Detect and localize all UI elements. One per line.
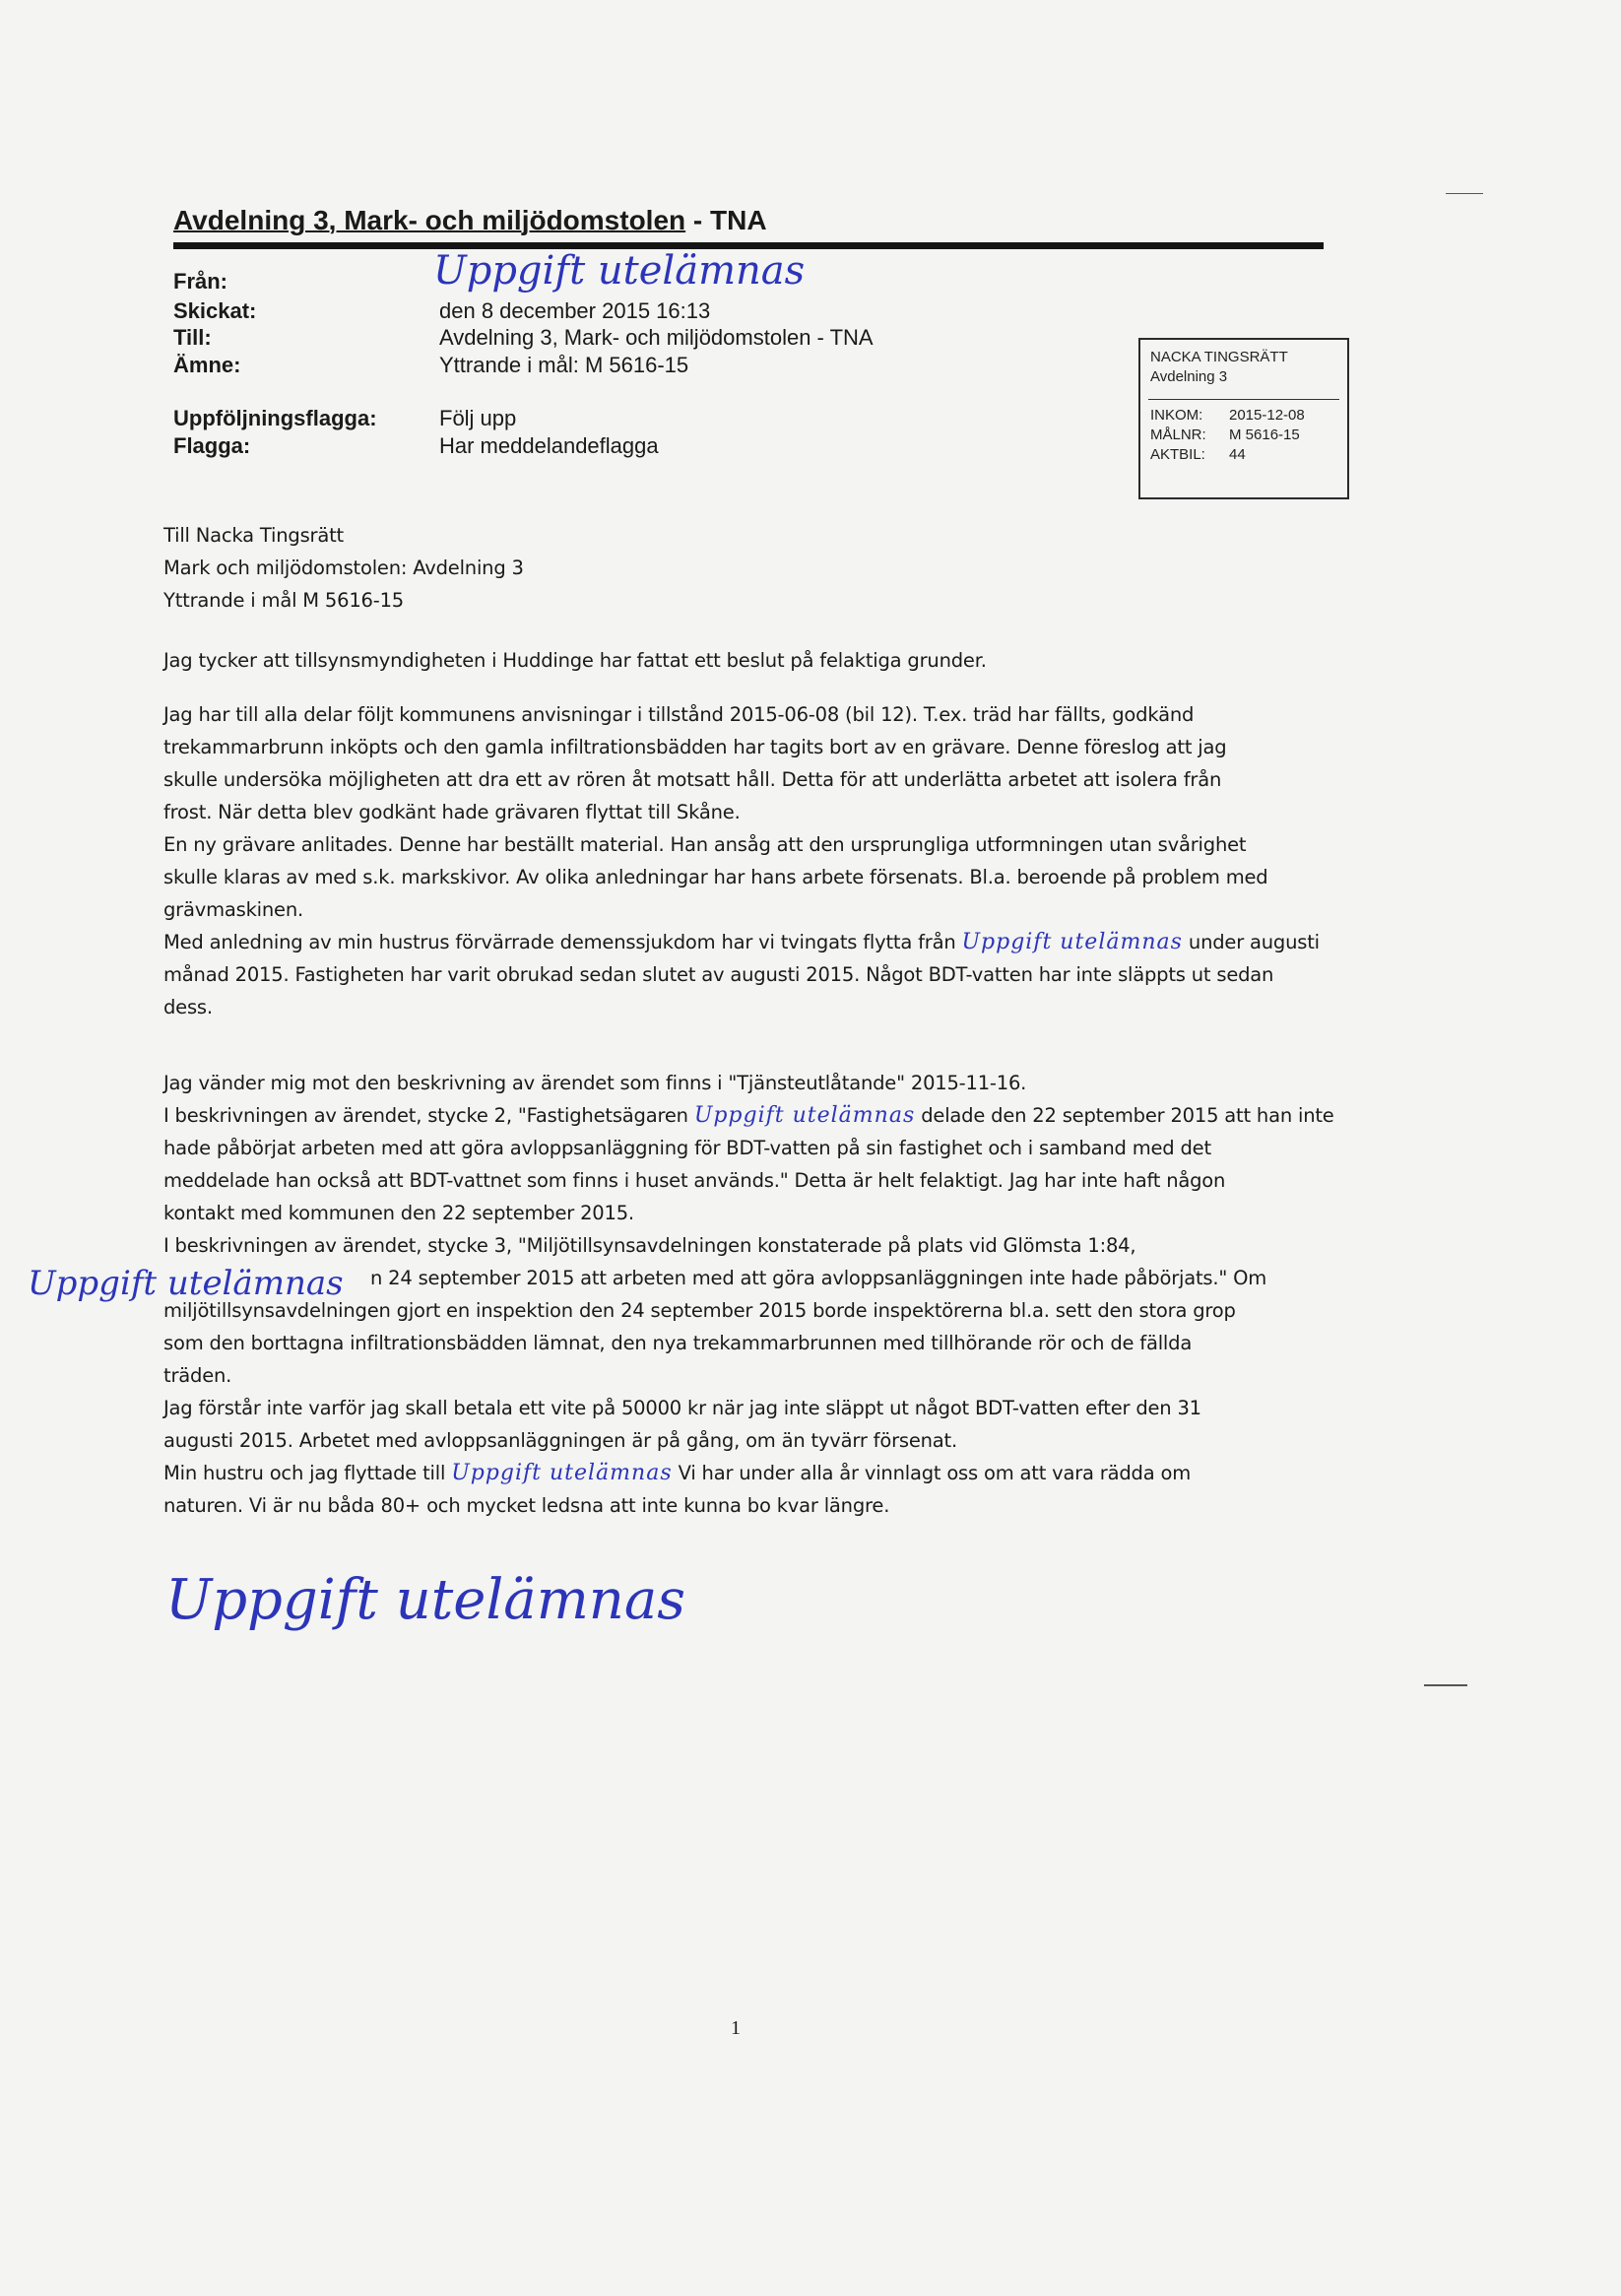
body-line: meddelade han också att BDT-vattnet som finns i huset används." Detta är helt felaktigt. Jag har inte haft någon: [163, 1169, 1226, 1192]
stamp-divider: [1148, 399, 1339, 400]
redaction-inline: Uppgift utelämnas: [693, 1103, 916, 1128]
address-line: Till Nacka Tingsrätt: [163, 524, 345, 547]
redaction-inline: Uppgift utelämnas: [961, 930, 1183, 954]
body-line: månad 2015. Fastigheten har varit obrukad sedan slutet av augusti 2015. Något BDT-vatten har inte släppts ut sedan: [163, 963, 1274, 986]
body-line: frost. När detta blev godkänt hade grävaren flyttat till Skåne.: [163, 801, 741, 823]
body-line: [163, 926, 1320, 958]
paragraph-1: Jag tycker att tillsynsmyndigheten i Huddinge har fattat ett beslut på felaktiga grunder.: [163, 649, 987, 672]
field-flag-label: Flagga:: [173, 433, 251, 458]
field-to-label: Till:: [173, 325, 212, 350]
field-followup-label: Uppföljningsflagga:: [173, 406, 377, 430]
body-line: träden.: [163, 1364, 232, 1387]
body-line: Jag förstår inte varför jag skall betala ett vite på 50000 kr när jag inte släppt ut något BDT-vatten efter den 31: [163, 1397, 1201, 1419]
body-line: hade påbörjat arbeten med att göra avloppsanläggning för BDT-vatten på sin fastighet och i samband med det: [163, 1137, 1211, 1159]
body-line: naturen. Vi är nu båda 80+ och mycket ledsna att inte kunna bo kvar längre.: [163, 1494, 890, 1517]
address-line: Yttrande i mål M 5616-15: [163, 589, 404, 612]
body-line: I beskrivningen av ärendet, stycke 3, "Miljötillsynsavdelningen konstaterade på plats vid Glömsta 1:84,: [163, 1234, 1136, 1257]
body-line: n 24 september 2015 att arbeten med att göra avloppsanläggningen inte hade påbörjats." Om: [370, 1267, 1267, 1289]
stamp-court: NACKA TINGSRÄTT: [1150, 349, 1288, 365]
body-line: trekammarbrunn inköpts och den gamla infiltrationsbädden har tagits bort av en grävare. Denne föreslog att jag: [163, 736, 1227, 758]
body-line: [163, 1457, 1316, 1489]
body-text: Min hustru och jag flyttade till: [163, 1462, 452, 1484]
redaction-inline: Uppgift utelämnas: [451, 1461, 673, 1485]
email-header: [173, 202, 1324, 249]
court-stamp: [1138, 338, 1349, 499]
body-line: En ny grävare anlitades. Denne har beställt material. Han ansåg att den ursprungliga utformningen utan svårighet: [163, 833, 1247, 856]
field-from-label: Från:: [173, 269, 227, 294]
stamp-aktbil-label: AKTBIL:: [1150, 446, 1205, 463]
page-number: 1: [731, 2017, 741, 2039]
body-line: som den borttagna infiltrationsbädden lämnat, den nya trekammarbrunnen med tillhörande rör och de fällda: [163, 1332, 1193, 1354]
stamp-inkom-label: INKOM:: [1150, 407, 1203, 424]
body-line: skulle klaras av med s.k. markskivor. Av olika anledningar har hans arbete försenats. Bl.a. beroende på problem med: [163, 866, 1268, 888]
body-text: Vi har under alla år vinnlagt oss om att vara rädda om: [672, 1462, 1191, 1484]
redaction-from: Uppgift utelämnas: [433, 248, 806, 294]
header-title-main: Avdelning 3, Mark- och miljödomstolen: [173, 205, 686, 235]
body-line: grävmaskinen.: [163, 898, 304, 921]
field-sent-label: Skickat:: [173, 298, 257, 323]
field-sent-value: den 8 december 2015 16:13: [439, 298, 711, 323]
body-line: Jag vänder mig mot den beskrivning av ärendet som finns i "Tjänsteutlåtande" 2015-11-16.: [163, 1072, 1027, 1094]
body-line: dess.: [163, 996, 213, 1018]
body-line: kontakt med kommunen den 22 september 2015.: [163, 1202, 634, 1224]
redaction-margin: Uppgift utelämnas: [28, 1264, 344, 1303]
body-line: Jag har till alla delar följt kommunens anvisningar i tillstånd 2015-06-08 (bil 12). T.ex. träd har fällts, godkänd: [163, 703, 1195, 726]
body-line: [163, 1099, 1334, 1132]
body-line: skulle undersöka möjligheten att dra ett av rören åt motsatt håll. Detta för att underlätta arbetet att isolera från: [163, 768, 1222, 791]
field-to-value: Avdelning 3, Mark- och miljödomstolen - TNA: [439, 325, 874, 350]
body-line: miljötillsynsavdelningen gjort en inspektion den 24 september 2015 borde inspektörerna bl.a. sett den stora grop: [163, 1299, 1236, 1322]
field-subject-value: Yttrande i mål: M 5616-15: [439, 353, 689, 377]
stamp-row-aktbil: [1150, 445, 1337, 465]
stamp-inkom-value: 2015-12-08: [1229, 407, 1305, 424]
field-flag-value: Har meddelandeflagga: [439, 433, 659, 458]
stamp-division: Avdelning 3: [1150, 368, 1228, 385]
scan-mark: [1424, 1684, 1467, 1686]
body-text: delade den 22 september 2015 att han inte: [915, 1104, 1334, 1127]
body-text: under augusti: [1182, 931, 1320, 953]
stamp-row-malnr: [1150, 426, 1337, 445]
header-title-suffix: - TNA: [685, 205, 767, 235]
stamp-malnr-label: MÅLNR:: [1150, 426, 1206, 443]
header-title: [173, 202, 1324, 249]
stamp-aktbil-value: 44: [1229, 446, 1246, 463]
body-text: I beskrivningen av ärendet, stycke 2, "Fastighetsägaren: [163, 1104, 694, 1127]
redaction-signature: Uppgift utelämnas: [165, 1568, 685, 1632]
stamp-malnr-value: M 5616-15: [1229, 426, 1300, 443]
field-followup-value: Följ upp: [439, 406, 517, 430]
stamp-row-inkom: [1150, 406, 1337, 426]
field-subject-label: Ämne:: [173, 353, 241, 377]
address-line: Mark och miljödomstolen: Avdelning 3: [163, 557, 524, 579]
letter-body: [163, 519, 1334, 1522]
scan-mark: [1446, 193, 1483, 194]
body-text: Med anledning av min hustrus förvärrade demenssjukdom har vi tvingats flytta från: [163, 931, 962, 953]
body-line: augusti 2015. Arbetet med avloppsanläggningen är på gång, om än tyvärr försenat.: [163, 1429, 957, 1452]
